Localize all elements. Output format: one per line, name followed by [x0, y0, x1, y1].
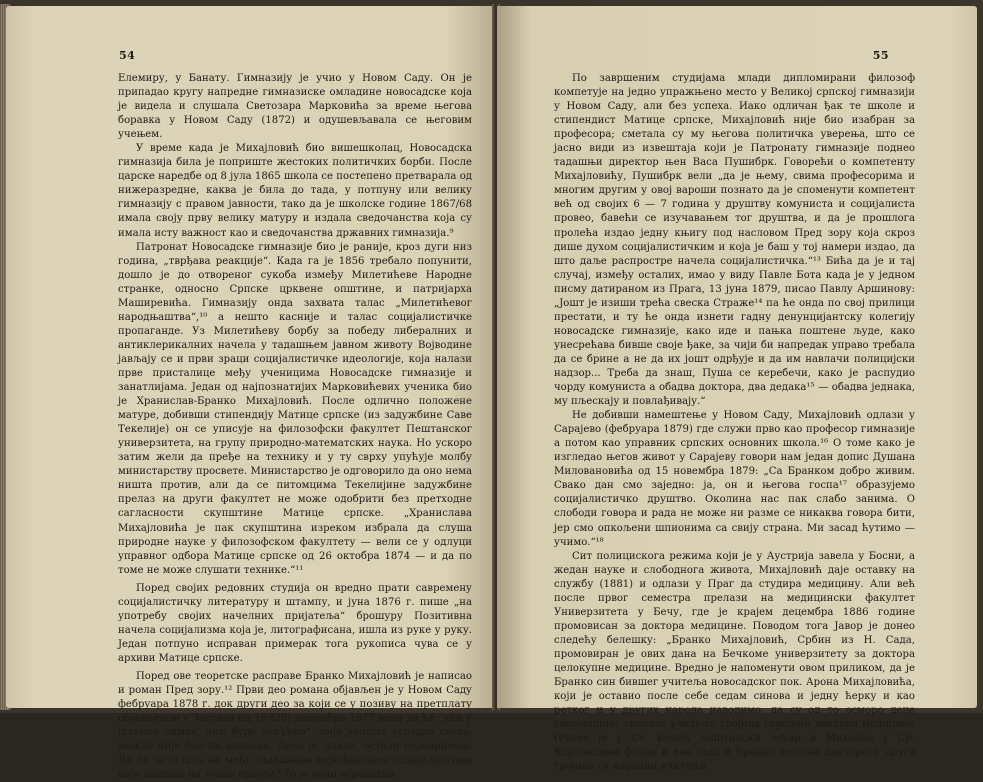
- paragraph: Поред својих редовних студија он вредно прати савремену социјалистичку литературу и штампу, и јуна 1876 г. пише „на употребу својих начелних пријатеља“ брошуру Позитивна начела социјализма која је, литографисана, ишла из руке у руку. Један потпуно исправан примерак тога рукописа чува се у архиви Матице српске.: [118, 582, 472, 664]
- left-page: [6, 6, 495, 781]
- paragraph: Сит полицискога режима који је у Аустрија завела у Босни, а жедан науке и слободнога живота, Михајловић даје оставку на службу (1881) и одлази у Праг да студира медицину. Али већ после првог семестра прелази на медицински факултет Универзитета у Бечу, где је крајем децембра 1886 године промовисан за доктора медицине. Поводом тога Јавор је донео следећу белешку: „Бранко Михајловић, Србин из Н. Сада, промовиран је овиx дана на Бечкоме универзитету за доктора целокупне медицине. Вредно је напоменути овом приликом, да је Бранко син бившег учитеља новосадског пок. Арона Михајловића, који је оставио после себе седам синова и једну ћерку и као ретког и у других народа наводимо, да су од то осморо деце сиромашног српског учитеља тројица свршени доктори медицине (Риста је у Ст. Бечеју општински лекар а Михаило у Ср. Карловцима физик и ево сада и Бранко положи докторат), друга тројица су народни учитељи: [554, 550, 915, 773]
- page-text: [118, 72, 472, 782]
- page-text: [554, 72, 915, 774]
- paragraph: По завршеним студијама млади дипломирани филозоф компетује на једно упражњено место у Великој српској гимназији у Новом Саду, али без успеха. Иако одличан ђак те школе и стипендист Матице српске, Михајловић није био изабран за професора; сметала су му његова политичка уверења, што се јасно види из извештаја који је Патронату гимназије поднео тадашњи директор њен Васа Пушибрк. Говорећи о компетенту Михајловићу, Пушибрк вели „да је њему, свима професорима и многим другим у овој вароши познато да је споменути компетент већ од својих 6 — 7 година у друштву комуниста и социјалиста провео, бавећи се изучавањем тог друштва, и да је прошлога пролећа издао једну књигу под насловом Пред зору која скроз дише духом социјалистичким и која је баш у тој намери издао, да што даље распростре начела социјалистичка.“¹³ Бића да је и тај случај, између осталих, имао у виду Павле Бота када је у једном писму датираном из Прага, 13 јуна 1879, писао Павлу Аршинову: „Јошт је изиши трећа свеска Страже¹⁴ па ће онда по свој прилици престати, и ту ће онда изнети гадну денунцијантску колегију новосадске гимназије, како иде и пањка поштене људе, како унесрећава бивше своје ђаке, за чији би напредак управо требала да се брине а не да их јошт одрђује и да им навлачи полицијски надзор... Треба да знаш, Пуша се керебечи, како је распудио чорду комуниста а обадва доктора, два дедака¹⁵ — обадва једнака, му пљескају и повлађивају.“: [554, 73, 915, 408]
- page-number: 54: [119, 49, 136, 62]
- paragraph: Поред ове теоретске расправе Бранко Михајловић је написао и роман Пред зору.¹² Први део романа објављен је у Новом Саду фебруара 1878 г. док други део за који се у позиву на претплату објављеном у Застави од 16 (28) децембра 1877 вели да ће „ући у штампу одмах, чим буде могућно“, није уопште угледао света; можда није био ни написан. Дело је, дакле, остало недовршено. Да ли зато што ни међу тадашњим војвођанским социјалистима није наишло на топао пријем? То је врло вероватно.: [118, 670, 472, 781]
- paragraph: Патронат Новосадске гимназије био је раније, кроз дуги низ година, „тврђава реакције“. Када га је 1856 требало попунити, дошло је до отвореног сукоба између Милетићеве Народне странке, односно Српске црквене општине, и патријарха Маширевића. Гимназију онда захвата талас „Милетићевог народњаштва“,¹⁰ а нешто касније и талас социјалистичке пропаганде. Уз Милетићеву борбу за победу либералних и антиклерикалних начела у тадашњем јавном животу Војводине јављају се и први зраци социјалистичке идеологије, која налази прве присталице међу ученицима Новосадске гимназије и занатлијама. Један од најпознатијих Марковићевих ученика био је Хранислав-Бранко Михајловић. После одлично положене матуре, добивши стипендију Матице српске (из задужбине Саве Текелије) он се уписује на филозофски факултет Пештанског универзитета, на групу природно-математских наука. Но ускоро затим жели да пређе на технику и у ту сврху упућује молбу министарству просвете. Министарство је одговорило да оно нема ништа против, али да се питомцима Текелијине задужбине прелаз на други факултет не може одобрити без претходне сагласности скупштине Матице српске. „Хранислава Михајловића је пак скупштина изреком избрала да слуша природне науке у филозофском факултету — вели се у одлуци управног одбора Матице српске од 26 октобра 1874 — и да по томе не може слушати технике.“¹¹: [118, 241, 472, 576]
- paragraph: У време када је Михајловић био вишешколац, Новосадска гимназија била је поприште жестоких политичких борби. После царске наредбе од 8 јула 1865 школа се постепено претварала од нижеразредне, каква је била до тада, у потпуну или велику гимназију с правом јавности, тако да је школске године 1867/68 имала своју прву велику матуру и издала сведочанства која су имала исту важност као и сведочанства државних гимназија.⁹: [118, 143, 472, 239]
- page-number: 55: [872, 49, 889, 62]
- right-page: [497, 6, 977, 773]
- paragraph: Елемиру, у Банату. Гимназију је учио у Новом Саду. Он је припадао кругу напредне гимназиске омладине новосадске која је видела и слушала Светозара Марковића за време његова боравка у Новом Саду (1872) и одушевљавала се његовим учењем.: [118, 73, 472, 141]
- paragraph: Не добивши намештење у Новом Саду, Михајловић одлази у Сарајево (фебруара 1879) где служи прво као професор гимназије а потом као управник српских основних школа.¹⁶ О томе како је изгледао његов живот у Сарајеву говори нам један допис Душана Миловановића од 15 новембра 1879: „Са Бранком добро живим. Свако дан смо заједно: ја, он и његова госпа¹⁷ образујемо социјалистичко друштво. Околина нас пак слабо занима. О слободи говора и рада не може ни разме се никаква говора бити, јер смо опкољени шпионима са свију страна. Ми засад ћутимо — учимо.“¹⁸: [554, 410, 915, 548]
